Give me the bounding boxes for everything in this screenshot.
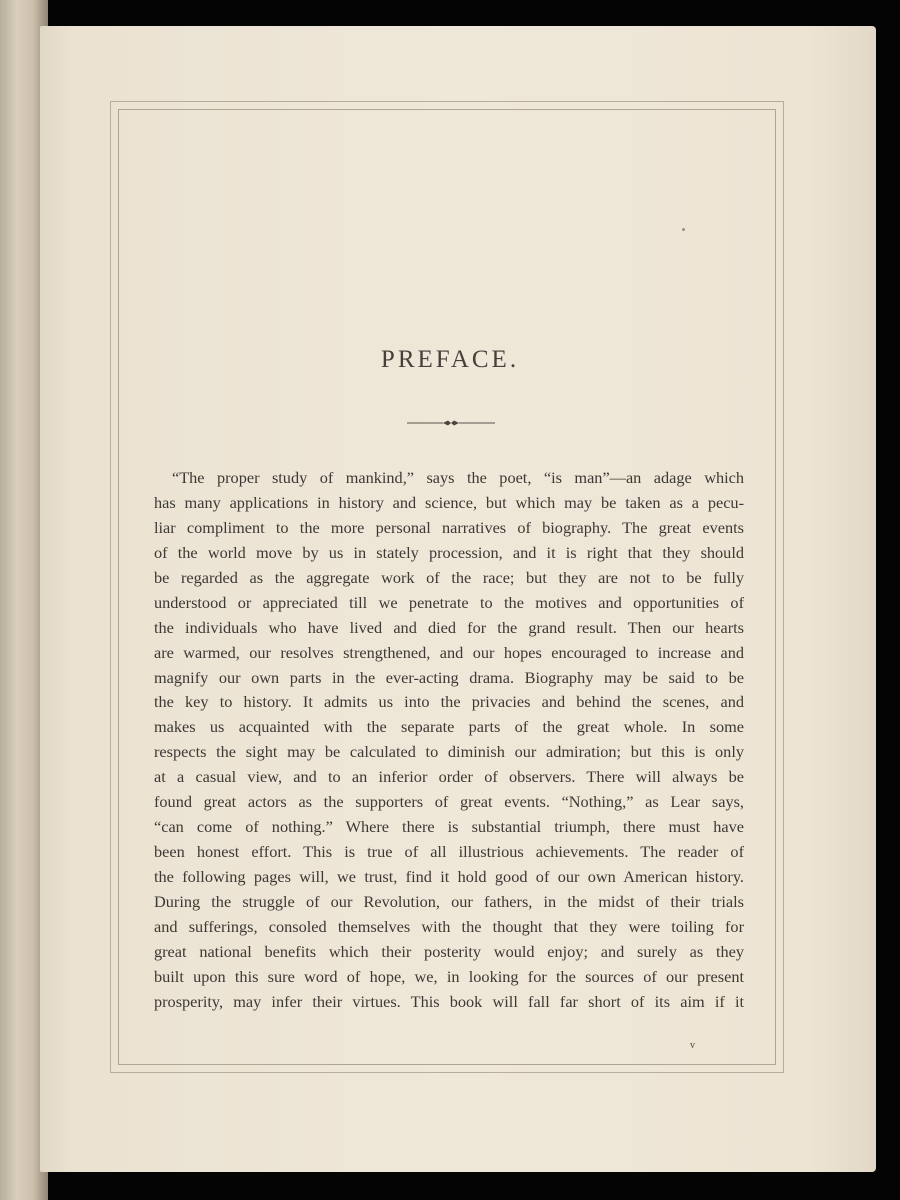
text-line: the key to history. It admits us into the privacies and behind the scenes, and [154,692,744,712]
text-line: makes us acquainted with the separate parts of the great whole. In some [154,717,744,737]
text-line: prosperity, may infer their virtues. This book will fall far short of its aim if it [154,991,744,1011]
signature-mark: v [690,1040,695,1051]
text-line: During the struggle of our Revolution, our fathers, in the midst of their trials [154,891,744,911]
text-line: “The proper study of mankind,” says the poet, “is man”—an adage which [172,468,744,487]
text-line: and sufferings, consoled themselves with the thought that they were toiling for [154,916,744,936]
text-line: has many applications in history and science, but which may be taken as a pecu- [154,492,744,512]
text-line: at a casual view, and to an inferior order of observers. There will always be [154,767,744,787]
text-line: great national benefits which their posterity would enjoy; and surely as they [154,941,744,961]
text-line: magnify our own parts in the ever-acting drama. Biography may be said to be [154,667,744,687]
text-line: liar compliment to the more personal narratives of biography. The great events [154,517,744,537]
text-line: understood or appreciated till we penetrate to the motives and opportunities of [154,592,744,612]
text-line: “can come of nothing.” Where there is substantial triumph, there must have [154,817,744,837]
text-line: be regarded as the aggregate work of the race; but they are not to be fully [154,567,744,587]
paper-speck [682,228,685,231]
text-line: the following pages will, we trust, find it hold good of our own American history. [154,867,744,886]
text-line: found great actors as the supporters of great events. “Nothing,” as Lear says, [154,792,744,812]
preface-paragraph [154,466,744,1015]
text-line: built upon this sure word of hope, we, in looking for the sources of our present [154,966,744,986]
text-line: respects the sight may be calculated to diminish our admiration; but this is only [154,742,744,762]
text-line: been honest effort. This is true of all illustrious achievements. The reader of [154,842,744,862]
text-line: the individuals who have lived and died for the grand result. Then our hearts [154,617,744,637]
text-line: are warmed, our resolves strengthened, and our hopes encouraged to increase and [154,642,744,662]
text-line: of the world move by us in stately procession, and it is right that they should [154,542,744,562]
page-title: PREFACE. [380,346,520,373]
dash-ornament-icon [407,416,495,430]
